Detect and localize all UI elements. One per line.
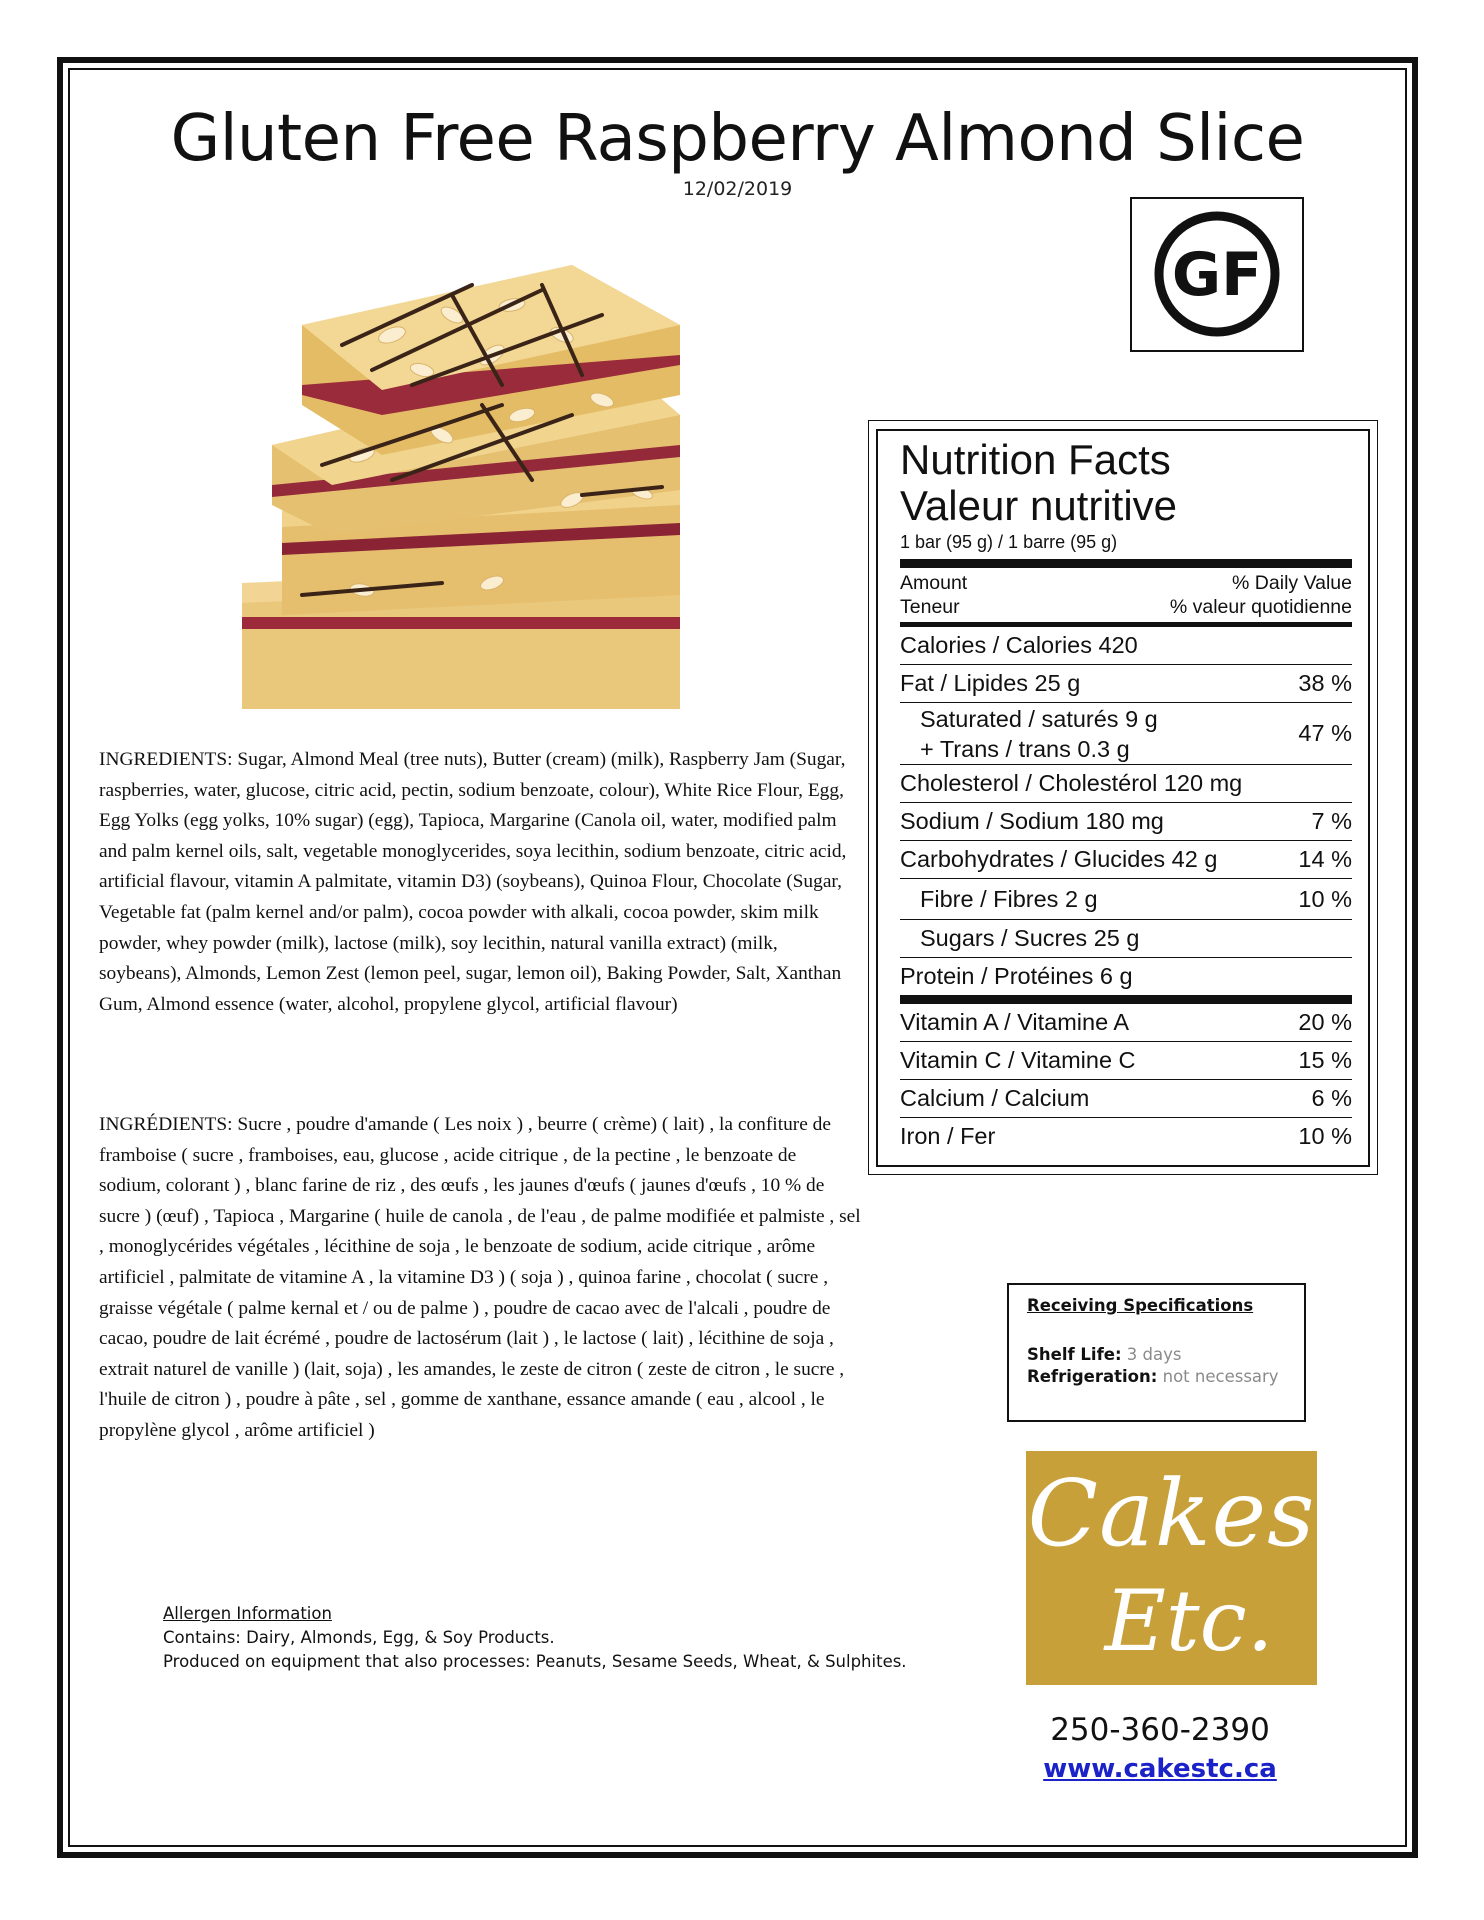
serving-size: 1 bar (95 g) / 1 barre (95 g) xyxy=(900,532,1118,552)
logo-text-line2: Etc. xyxy=(1104,1572,1274,1670)
iron-dv: 10 % xyxy=(1298,1123,1352,1149)
saturated-dv: 47 % xyxy=(1298,720,1352,746)
fat-label: Fat / Lipides 25 g xyxy=(900,670,1081,696)
refrigeration-label: Refrigeration: xyxy=(1027,1367,1158,1386)
receiving-heading: Receiving Specifications xyxy=(1027,1296,1254,1315)
calcium-dv: 6 % xyxy=(1311,1085,1352,1111)
fibre-dv: 10 % xyxy=(1298,885,1352,912)
sodium-label: Sodium / Sodium 180 mg xyxy=(900,808,1164,834)
fibre-row xyxy=(900,879,1352,919)
fibre-label: Fibre / Fibres 2 g xyxy=(920,885,1098,912)
vitamin-c-label: Vitamin C / Vitamine C xyxy=(900,1047,1136,1073)
calcium-row xyxy=(900,1080,1352,1117)
date-label: 12/02/2019 xyxy=(682,178,793,200)
protein-label: Protein / Protéines 6 g xyxy=(900,963,1133,989)
vitamin-a-row xyxy=(900,1004,1352,1041)
vitamin-a-dv: 20 % xyxy=(1298,1009,1352,1035)
ingredients-french: INGRÉDIENTS: Sucre , poudre d'amande ( Les noix ) , beurre ( crème) ( lait) , la confiture de framboise ( sucre , framboises, eau, glucose , acide citrique , de la pectine , le benzoate de sodium, colorant ) , blanc farine de riz , des œufs , les jaunes d'œufs ( jaunes d'œufs , 10 % de sucre ) (œuf) , Tapioca , Margarine ( huile de canola , de l'eau , de palme modifiée et palmiste , sel , monoglycérides végétales , lécithine de soja , le benzoate de sodium, acide citrique , arôme artificiel , palmitate de vitamine A , la vitamine D3 ) ( soja ) , quinoa farine , chocolat ( sucre , graisse végétale ( palme kernal et / ou de palme ) , poudre de cacao avec de l'alcali , poudre de cacao, poudre de lait écrémé , poudre de lactosérum (lait ) , le lactose ( lait) , lécithine de soja , extrait naturel de vanille ) (lait, soja) , les amandes, le zeste de citron ( zeste de citron , le sucre , l'huile de citron ) , poudre à pâte , sel , gomme de xanthane, essance amande ( eau , alcool , le propylène glycol , arôme artificiel ) xyxy=(99,1114,861,1441)
iron-label: Iron / Fer xyxy=(900,1123,996,1149)
daily-value-label-en: % Daily Value xyxy=(1232,572,1352,594)
allergen-information xyxy=(163,1602,923,1674)
daily-value-label-fr: % valeur quotidienne xyxy=(1169,596,1352,618)
gf-badge-text: GF xyxy=(1171,240,1263,310)
carbohydrates-row xyxy=(900,841,1352,878)
saturated-trans-label xyxy=(900,704,1158,764)
sugars-row xyxy=(900,920,1352,957)
vitamin-a-label: Vitamin A / Vitamine A xyxy=(900,1009,1130,1035)
carbohydrates-dv: 14 % xyxy=(1298,846,1352,872)
nutrition-title-en: Nutrition Facts xyxy=(900,436,1171,483)
fat-row xyxy=(900,665,1352,702)
ingredients-english: INGREDIENTS: Sugar, Almond Meal (tree nuts), Butter (cream) (milk), Raspberry Jam (Sugar, raspberries, water, glucose, citric acid, pectin, sodium benzoate, colour), White Rice Flour, Egg, Egg Yolks (egg yolks, 10% sugar) (egg), Tapioca, Margarine (Canola oil, water, modified palm and palm kernel oils, salt, vegetable monoglycerides, soya lecithin, sodium benzoate, citric acid, artificial flavour, vitamin A palmitate, vitamin D3) (soybeans), Quinoa Flour, Chocolate (Sugar, Vegetable fat (palm kernel and/or palm), cocoa powder with alkali, cocoa powder, skim milk powder, whey powder (milk), lactose (milk), soy lecithin, natural vanilla extract) (milk, soybeans), Almonds, Lemon Zest (lemon peel, sugar, lemon oil), Baking Powder, Salt, Xanthan Gum, Almond essence (water, alcohol, propylene glycol, artificial flavour) xyxy=(99,749,847,1015)
refrigeration-value: not necessary xyxy=(1162,1367,1279,1386)
cakes-etc-logo xyxy=(1026,1451,1317,1685)
vitamin-c-row xyxy=(900,1042,1352,1079)
allergen-contains: Contains: Dairy, Almonds, Egg, & Soy Products. xyxy=(163,1628,555,1647)
gluten-free-badge xyxy=(1130,197,1304,352)
sodium-row xyxy=(900,803,1352,840)
shelf-life-value: 3 days xyxy=(1126,1345,1182,1364)
phone-number: 250-360-2390 xyxy=(1050,1712,1270,1748)
calories-label: Calories / Calories 420 xyxy=(900,632,1138,658)
carbohydrates-label: Carbohydrates / Glucides 42 g xyxy=(900,846,1218,872)
amount-label-fr: Teneur xyxy=(900,596,960,618)
cholesterol-row xyxy=(900,765,1352,802)
saturated-label: Saturated / saturés 9 g xyxy=(920,705,1158,732)
sodium-dv: 7 % xyxy=(1311,808,1352,834)
shelf-life-label: Shelf Life: xyxy=(1027,1345,1122,1364)
iron-row xyxy=(900,1118,1352,1155)
protein-row xyxy=(900,958,1352,995)
receiving-specifications xyxy=(1007,1283,1306,1422)
nutrition-facts-table xyxy=(876,429,1370,1167)
saturated-trans-row xyxy=(900,703,1352,764)
nutrition-title-fr: Valeur nutritive xyxy=(900,482,1178,529)
nutrition-column-headers xyxy=(900,568,1352,622)
website-link[interactable]: www.cakestc.ca xyxy=(1043,1754,1277,1784)
sugars-label: Sugars / Sucres 25 g xyxy=(920,925,1140,951)
product-title: Gluten Free Raspberry Almond Slice xyxy=(170,102,1305,176)
calcium-label: Calcium / Calcium xyxy=(900,1085,1090,1111)
logo-text-line1: Cakes xyxy=(1027,1460,1316,1567)
calories-row xyxy=(900,627,1352,664)
fat-dv: 38 % xyxy=(1298,670,1352,696)
product-photo xyxy=(242,265,680,709)
gluten-free-icon xyxy=(1150,207,1284,341)
trans-label: + Trans / trans 0.3 g xyxy=(920,735,1130,762)
cholesterol-label: Cholesterol / Cholestérol 120 mg xyxy=(900,770,1243,796)
vitamin-c-dv: 15 % xyxy=(1298,1047,1352,1073)
amount-label-en: Amount xyxy=(900,572,968,594)
allergen-heading: Allergen Information xyxy=(163,1604,332,1623)
allergen-produced: Produced on equipment that also processes: Peanuts, Sesame Seeds, Wheat, & Sulphites. xyxy=(163,1652,907,1671)
